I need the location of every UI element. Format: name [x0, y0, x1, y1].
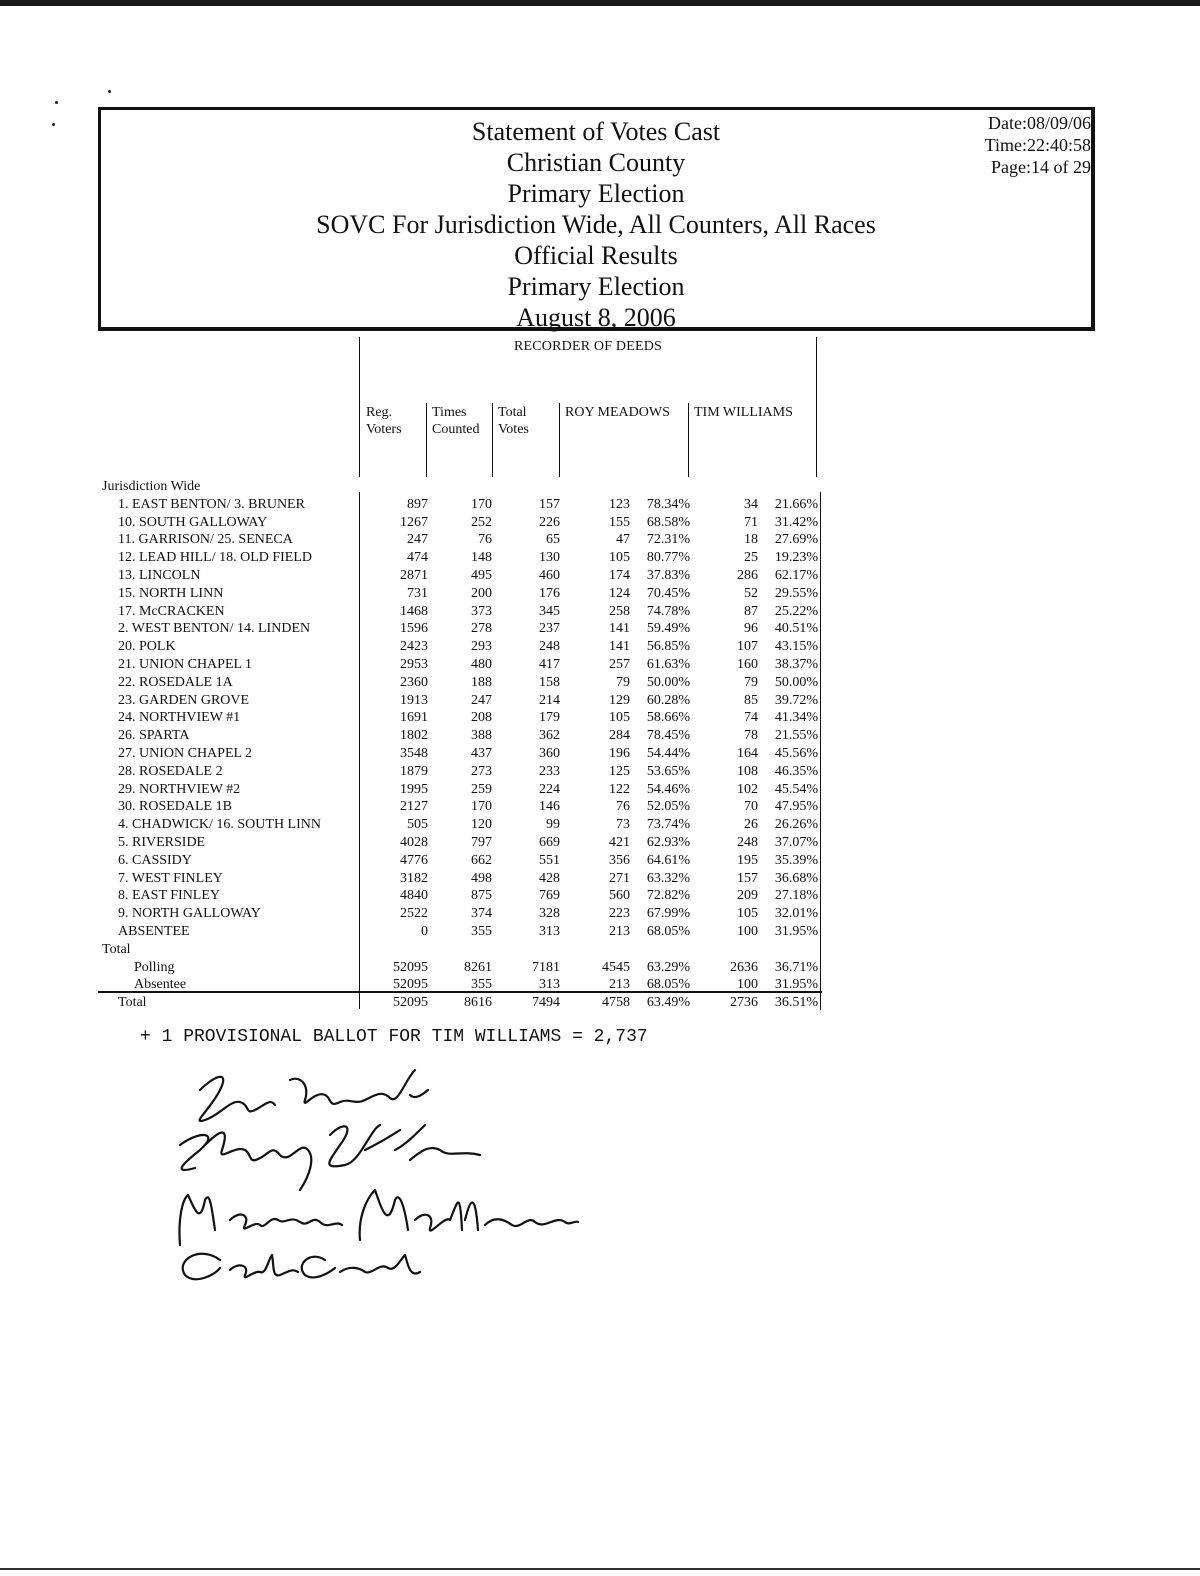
table-row [98, 656, 822, 674]
section-label-row [98, 478, 822, 496]
times-counted-cell: 278 [471, 621, 492, 637]
total-votes-cell: 460 [539, 567, 560, 583]
tim-williams-pct-cell: 19.23% [774, 550, 818, 566]
roy-meadows-pct-cell: 63.29% [646, 959, 690, 975]
total-votes-cell: 176 [539, 585, 560, 601]
reg-voters-cell: 3548 [400, 745, 428, 761]
report-page: Page:14 of 29 [991, 157, 1091, 177]
tim-williams-votes-cell: 105 [737, 906, 758, 922]
table-row [98, 852, 822, 870]
times-counted-cell: 170 [471, 799, 492, 815]
tim-williams-votes-cell: 71 [744, 514, 758, 530]
roy-meadows-votes-cell: 123 [609, 496, 630, 512]
scan-speck [55, 101, 58, 104]
roy-meadows-pct-cell: 63.32% [646, 870, 690, 886]
tim-williams-votes-cell: 34 [744, 496, 758, 512]
roy-meadows-pct-cell: 61.63% [646, 656, 690, 672]
times-counted-cell: 355 [471, 977, 492, 993]
table-row [98, 923, 822, 941]
jurisdiction-name: 5. RIVERSIDE [118, 834, 206, 850]
roy-meadows-votes-cell: 257 [609, 656, 630, 672]
times-counted-cell: 8261 [464, 959, 492, 975]
reg-voters-cell: 1468 [400, 603, 428, 619]
tim-williams-pct-cell: 36.51% [774, 995, 818, 1011]
roy-meadows-pct-cell: 53.65% [646, 763, 690, 779]
roy-meadows-pct-cell: 74.78% [646, 603, 690, 619]
election-type: Primary Election [507, 179, 685, 208]
roy-meadows-votes-cell: 76 [616, 799, 630, 815]
tim-williams-votes-cell: 74 [744, 710, 758, 726]
times-counted-cell: 273 [471, 763, 492, 779]
reg-voters-cell: 2522 [400, 906, 428, 922]
jurisdiction-name: 20. POLK [118, 639, 176, 655]
reg-voters-cell: 52095 [393, 959, 428, 975]
tim-williams-pct-cell: 26.26% [774, 817, 818, 833]
signature-2 [180, 1125, 480, 1190]
table-row [98, 585, 822, 603]
results-table [98, 337, 822, 1010]
tim-williams-votes-cell: 107 [737, 639, 758, 655]
total-votes-cell: 769 [539, 888, 560, 904]
table-row [98, 531, 822, 549]
times-counted-cell: 875 [471, 888, 492, 904]
reg-voters-cell: 2871 [400, 567, 428, 583]
roy-meadows-pct-cell: 56.85% [646, 639, 690, 655]
total-votes-cell: 157 [539, 496, 560, 512]
roy-meadows-votes-cell: 122 [609, 781, 630, 797]
roy-meadows-pct-cell: 70.45% [646, 585, 690, 601]
jurisdiction-name: 9. NORTH GALLOWAY [118, 906, 261, 922]
tim-williams-pct-cell: 50.00% [774, 674, 818, 690]
reg-voters-cell: 2423 [400, 639, 428, 655]
tim-williams-pct-cell: 41.34% [774, 710, 818, 726]
tim-williams-votes-cell: 70 [744, 799, 758, 815]
grid-line [426, 403, 427, 477]
times-counted-cell: 8616 [464, 995, 492, 1011]
column-header-tim-williams: TIM WILLIAMS [694, 405, 793, 420]
table-row [98, 727, 822, 745]
jurisdiction-name: 4. CHADWICK/ 16. SOUTH LINN [118, 817, 321, 833]
results-rows [98, 478, 822, 1012]
table-row [98, 905, 822, 923]
table-row [98, 763, 822, 781]
total-votes-cell: 7181 [532, 959, 560, 975]
reg-voters-cell: 505 [407, 817, 428, 833]
reg-voters-cell: 2360 [400, 674, 428, 690]
total-votes-cell: 417 [539, 656, 560, 672]
report-date: Date:08/09/06 [988, 113, 1091, 133]
times-counted-cell: 208 [471, 710, 492, 726]
county-name: Christian County [506, 148, 686, 177]
tim-williams-pct-cell: 31.95% [774, 977, 818, 993]
total-votes-cell: 226 [539, 514, 560, 530]
jurisdiction-name: 22. ROSEDALE 1A [118, 674, 233, 690]
table-row [98, 496, 822, 514]
times-counted-cell: 373 [471, 603, 492, 619]
times-counted-cell: 200 [471, 585, 492, 601]
reg-voters-cell: 247 [407, 532, 428, 548]
signature-1 [200, 1070, 428, 1121]
tim-williams-pct-cell: 62.17% [774, 567, 818, 583]
table-row [98, 638, 822, 656]
roy-meadows-pct-cell: 64.61% [646, 852, 690, 868]
tim-williams-pct-cell: 40.51% [774, 621, 818, 637]
race-title: RECORDER OF DEEDS [513, 339, 663, 354]
subtotal-row [98, 959, 822, 977]
roy-meadows-pct-cell: 67.99% [646, 906, 690, 922]
roy-meadows-pct-cell: 68.58% [646, 514, 690, 530]
reg-voters-cell: 1802 [400, 728, 428, 744]
table-row [98, 887, 822, 905]
roy-meadows-votes-cell: 73 [616, 817, 630, 833]
jurisdiction-name: 17. McCRACKEN [118, 603, 225, 619]
grid-line [816, 337, 817, 477]
times-counted-cell: 498 [471, 870, 492, 886]
roy-meadows-pct-cell: 37.83% [646, 567, 690, 583]
jurisdiction-name: 13. LINCOLN [118, 567, 201, 583]
reg-voters-cell: 1879 [400, 763, 428, 779]
total-label: Total [102, 941, 131, 957]
total-votes-cell: 158 [539, 674, 560, 690]
tim-williams-votes-cell: 87 [744, 603, 758, 619]
roy-meadows-pct-cell: 58.66% [646, 710, 690, 726]
table-row [98, 709, 822, 727]
tim-williams-votes-cell: 248 [737, 834, 758, 850]
roy-meadows-votes-cell: 4758 [602, 995, 630, 1011]
subtotal-row [98, 976, 822, 994]
total-votes-cell: 248 [539, 639, 560, 655]
roy-meadows-pct-cell: 50.00% [646, 674, 690, 690]
times-counted-cell: 293 [471, 639, 492, 655]
scan-speck [108, 90, 111, 93]
times-counted-cell: 374 [471, 906, 492, 922]
table-row [98, 781, 822, 799]
table-row [98, 620, 822, 638]
tim-williams-votes-cell: 100 [737, 923, 758, 939]
reg-voters-cell: 897 [407, 496, 428, 512]
jurisdiction-name: 28. ROSEDALE 2 [118, 763, 223, 779]
grid-line [359, 337, 360, 477]
roy-meadows-votes-cell: 125 [609, 763, 630, 779]
roy-meadows-votes-cell: 105 [609, 550, 630, 566]
tim-williams-pct-cell: 47.95% [774, 799, 818, 815]
page-bottom-edge [0, 1568, 1200, 1570]
grid-line [688, 403, 689, 477]
roy-meadows-pct-cell: 78.45% [646, 728, 690, 744]
roy-meadows-pct-cell: 72.31% [646, 532, 690, 548]
page-top-edge [0, 0, 1200, 6]
tim-williams-votes-cell: 195 [737, 852, 758, 868]
total-votes-cell: 313 [539, 977, 560, 993]
reg-voters-cell: 52095 [393, 995, 428, 1011]
tim-williams-votes-cell: 26 [744, 817, 758, 833]
times-counted-cell: 355 [471, 923, 492, 939]
table-row [98, 674, 822, 692]
jurisdiction-name: 2. WEST BENTON/ 14. LINDEN [118, 621, 311, 637]
times-counted-cell: 388 [471, 728, 492, 744]
jurisdiction-name: 29. NORTHVIEW #2 [118, 781, 241, 797]
times-counted-cell: 188 [471, 674, 492, 690]
reg-voters-cell: 2127 [400, 799, 428, 815]
jurisdiction-name: Absentee [134, 977, 187, 993]
tim-williams-pct-cell: 25.22% [774, 603, 818, 619]
reg-voters-cell: 4028 [400, 834, 428, 850]
times-counted-cell: 252 [471, 514, 492, 530]
reg-voters-cell: 1913 [400, 692, 428, 708]
times-counted-cell: 495 [471, 567, 492, 583]
roy-meadows-pct-cell: 80.77% [646, 550, 690, 566]
section-label: Jurisdiction Wide [102, 479, 201, 494]
election-type-repeat: Primary Election [507, 272, 685, 301]
roy-meadows-pct-cell: 52.05% [646, 799, 690, 815]
jurisdiction-name: 8. EAST FINLEY [118, 888, 221, 904]
jurisdiction-name: 23. GARDEN GROVE [118, 692, 250, 708]
total-votes-cell: 328 [539, 906, 560, 922]
roy-meadows-votes-cell: 129 [609, 692, 630, 708]
tim-williams-votes-cell: 79 [744, 674, 758, 690]
total-votes-cell: 551 [539, 852, 560, 868]
total-label-row [98, 941, 822, 959]
roy-meadows-votes-cell: 213 [609, 977, 630, 993]
tim-williams-votes-cell: 52 [744, 585, 758, 601]
tim-williams-votes-cell: 18 [744, 532, 758, 548]
roy-meadows-pct-cell: 54.44% [646, 745, 690, 761]
table-row [98, 692, 822, 710]
results-status: Official Results [514, 241, 678, 270]
roy-meadows-pct-cell: 78.34% [646, 496, 690, 512]
tim-williams-votes-cell: 164 [737, 745, 758, 761]
tim-williams-votes-cell: 25 [744, 550, 758, 566]
roy-meadows-pct-cell: 59.49% [646, 621, 690, 637]
jurisdiction-name: 21. UNION CHAPEL 1 [118, 656, 253, 672]
tim-williams-pct-cell: 31.42% [774, 514, 818, 530]
roy-meadows-votes-cell: 79 [616, 674, 630, 690]
total-votes-cell: 313 [539, 923, 560, 939]
times-counted-cell: 662 [471, 852, 492, 868]
signatures [160, 1050, 600, 1290]
grand-total-row [98, 994, 822, 1012]
total-votes-cell: 224 [539, 781, 560, 797]
tim-williams-pct-cell: 21.55% [774, 728, 818, 744]
reg-voters-cell: 474 [407, 550, 428, 566]
tim-williams-pct-cell: 37.07% [774, 834, 818, 850]
total-votes-cell: 237 [539, 621, 560, 637]
tim-williams-pct-cell: 43.15% [774, 639, 818, 655]
jurisdiction-name: 7. WEST FINLEY [118, 870, 223, 886]
grid-line [492, 403, 493, 477]
total-votes-cell: 214 [539, 692, 560, 708]
tim-williams-votes-cell: 100 [737, 977, 758, 993]
jurisdiction-name: 30. ROSEDALE 1B [118, 799, 232, 815]
tim-williams-pct-cell: 35.39% [774, 852, 818, 868]
roy-meadows-pct-cell: 54.46% [646, 781, 690, 797]
scan-speck [52, 123, 55, 126]
times-counted-cell: 76 [478, 532, 492, 548]
roy-meadows-votes-cell: 105 [609, 710, 630, 726]
roy-meadows-votes-cell: 141 [609, 621, 630, 637]
total-votes-cell: 65 [546, 532, 560, 548]
column-header-times-counted: Times Counted [432, 405, 480, 437]
jurisdiction-name: 1. EAST BENTON/ 3. BRUNER [118, 496, 305, 512]
tim-williams-pct-cell: 39.72% [774, 692, 818, 708]
times-counted-cell: 797 [471, 834, 492, 850]
roy-meadows-pct-cell: 68.05% [646, 977, 690, 993]
tim-williams-votes-cell: 78 [744, 728, 758, 744]
times-counted-cell: 120 [471, 817, 492, 833]
roy-meadows-pct-cell: 68.05% [646, 923, 690, 939]
total-votes-cell: 130 [539, 550, 560, 566]
total-votes-cell: 146 [539, 799, 560, 815]
reg-voters-cell: 0 [421, 923, 428, 939]
roy-meadows-votes-cell: 271 [609, 870, 630, 886]
roy-meadows-votes-cell: 174 [609, 567, 630, 583]
reg-voters-cell: 52095 [393, 977, 428, 993]
grid-line [559, 403, 560, 477]
tim-williams-pct-cell: 38.37% [774, 656, 818, 672]
times-counted-cell: 170 [471, 496, 492, 512]
tim-williams-pct-cell: 27.69% [774, 532, 818, 548]
tim-williams-pct-cell: 27.18% [774, 888, 818, 904]
roy-meadows-pct-cell: 72.82% [646, 888, 690, 904]
reg-voters-cell: 3182 [400, 870, 428, 886]
tim-williams-pct-cell: 46.35% [774, 763, 818, 779]
jurisdiction-name: Polling [134, 959, 175, 975]
column-header-roy-meadows: ROY MEADOWS [565, 405, 670, 420]
reg-voters-cell: 731 [407, 585, 428, 601]
provisional-ballot-note: + 1 PROVISIONAL BALLOT FOR TIM WILLIAMS = 2,737 [140, 1027, 648, 1047]
table-row [98, 514, 822, 532]
signature-4 [183, 1254, 420, 1279]
times-counted-cell: 148 [471, 550, 492, 566]
jurisdiction-name: Total [118, 995, 147, 1011]
report-title: Statement of Votes Cast [471, 117, 721, 146]
times-counted-cell: 437 [471, 745, 492, 761]
tim-williams-votes-cell: 209 [737, 888, 758, 904]
tim-williams-pct-cell: 36.71% [774, 959, 818, 975]
reg-voters-cell: 1267 [400, 514, 428, 530]
table-row [98, 834, 822, 852]
tim-williams-pct-cell: 45.56% [774, 745, 818, 761]
jurisdiction-name: 27. UNION CHAPEL 2 [118, 745, 253, 761]
table-row [98, 603, 822, 621]
tim-williams-pct-cell: 29.55% [774, 585, 818, 601]
table-row [98, 816, 822, 834]
reg-voters-cell: 1691 [400, 710, 428, 726]
tim-williams-pct-cell: 32.01% [774, 906, 818, 922]
times-counted-cell: 480 [471, 656, 492, 672]
roy-meadows-votes-cell: 213 [609, 923, 630, 939]
roy-meadows-pct-cell: 63.49% [646, 995, 690, 1011]
jurisdiction-name: 15. NORTH LINN [118, 585, 224, 601]
total-votes-cell: 669 [539, 834, 560, 850]
report-time: Time:22:40:58 [984, 135, 1091, 155]
column-header-total-votes: Total Votes [498, 405, 529, 437]
roy-meadows-votes-cell: 141 [609, 639, 630, 655]
jurisdiction-name: 10. SOUTH GALLOWAY [118, 514, 268, 530]
election-date: August 8, 2006 [516, 303, 676, 332]
reg-voters-cell: 1995 [400, 781, 428, 797]
roy-meadows-votes-cell: 284 [609, 728, 630, 744]
roy-meadows-pct-cell: 62.93% [646, 834, 690, 850]
table-row [98, 798, 822, 816]
total-votes-cell: 428 [539, 870, 560, 886]
total-votes-cell: 233 [539, 763, 560, 779]
tim-williams-votes-cell: 160 [737, 656, 758, 672]
table-row [98, 549, 822, 567]
tim-williams-pct-cell: 21.66% [774, 496, 818, 512]
tim-williams-votes-cell: 286 [737, 567, 758, 583]
report-meta [985, 112, 1091, 178]
tim-williams-votes-cell: 102 [737, 781, 758, 797]
tim-williams-votes-cell: 2736 [730, 995, 758, 1011]
reg-voters-cell: 4840 [400, 888, 428, 904]
roy-meadows-pct-cell: 73.74% [646, 817, 690, 833]
roy-meadows-votes-cell: 124 [609, 585, 630, 601]
jurisdiction-name: ABSENTEE [118, 923, 190, 939]
total-votes-cell: 345 [539, 603, 560, 619]
table-row [98, 745, 822, 763]
jurisdiction-name: 26. SPARTA [118, 728, 190, 744]
reg-voters-cell: 4776 [400, 852, 428, 868]
roy-meadows-votes-cell: 223 [609, 906, 630, 922]
table-row [98, 870, 822, 888]
tim-williams-pct-cell: 45.54% [774, 781, 818, 797]
tim-williams-pct-cell: 36.68% [774, 870, 818, 886]
roy-meadows-votes-cell: 4545 [602, 959, 630, 975]
tim-williams-votes-cell: 108 [737, 763, 758, 779]
roy-meadows-votes-cell: 421 [609, 834, 630, 850]
roy-meadows-votes-cell: 356 [609, 852, 630, 868]
reg-voters-cell: 2953 [400, 656, 428, 672]
total-votes-cell: 362 [539, 728, 560, 744]
jurisdiction-name: 24. NORTHVIEW #1 [118, 710, 241, 726]
report-scope: SOVC For Jurisdiction Wide, All Counters, All Races [316, 210, 876, 239]
times-counted-cell: 247 [471, 692, 492, 708]
roy-meadows-votes-cell: 196 [609, 745, 630, 761]
roy-meadows-votes-cell: 560 [609, 888, 630, 904]
roy-meadows-votes-cell: 155 [609, 514, 630, 530]
table-row [98, 567, 822, 585]
total-votes-cell: 360 [539, 745, 560, 761]
jurisdiction-name: 11. GARRISON/ 25. SENECA [118, 532, 293, 548]
tim-williams-pct-cell: 31.95% [774, 923, 818, 939]
times-counted-cell: 259 [471, 781, 492, 797]
signature-3 [179, 1190, 578, 1245]
roy-meadows-votes-cell: 258 [609, 603, 630, 619]
tim-williams-votes-cell: 85 [744, 692, 758, 708]
roy-meadows-votes-cell: 47 [616, 532, 630, 548]
total-votes-cell: 7494 [532, 995, 560, 1011]
roy-meadows-pct-cell: 60.28% [646, 692, 690, 708]
total-votes-cell: 99 [546, 817, 560, 833]
tim-williams-votes-cell: 2636 [730, 959, 758, 975]
tim-williams-votes-cell: 157 [737, 870, 758, 886]
jurisdiction-name: 12. LEAD HILL/ 18. OLD FIELD [118, 550, 313, 566]
column-header-reg-voters: Reg. Voters [366, 405, 402, 437]
reg-voters-cell: 1596 [400, 621, 428, 637]
report-title-block [101, 116, 1091, 333]
total-votes-cell: 179 [539, 710, 560, 726]
handwritten-signatures [160, 1050, 600, 1290]
tim-williams-votes-cell: 96 [744, 621, 758, 637]
report-header-box [98, 107, 1095, 331]
jurisdiction-name: 6. CASSIDY [118, 852, 192, 868]
